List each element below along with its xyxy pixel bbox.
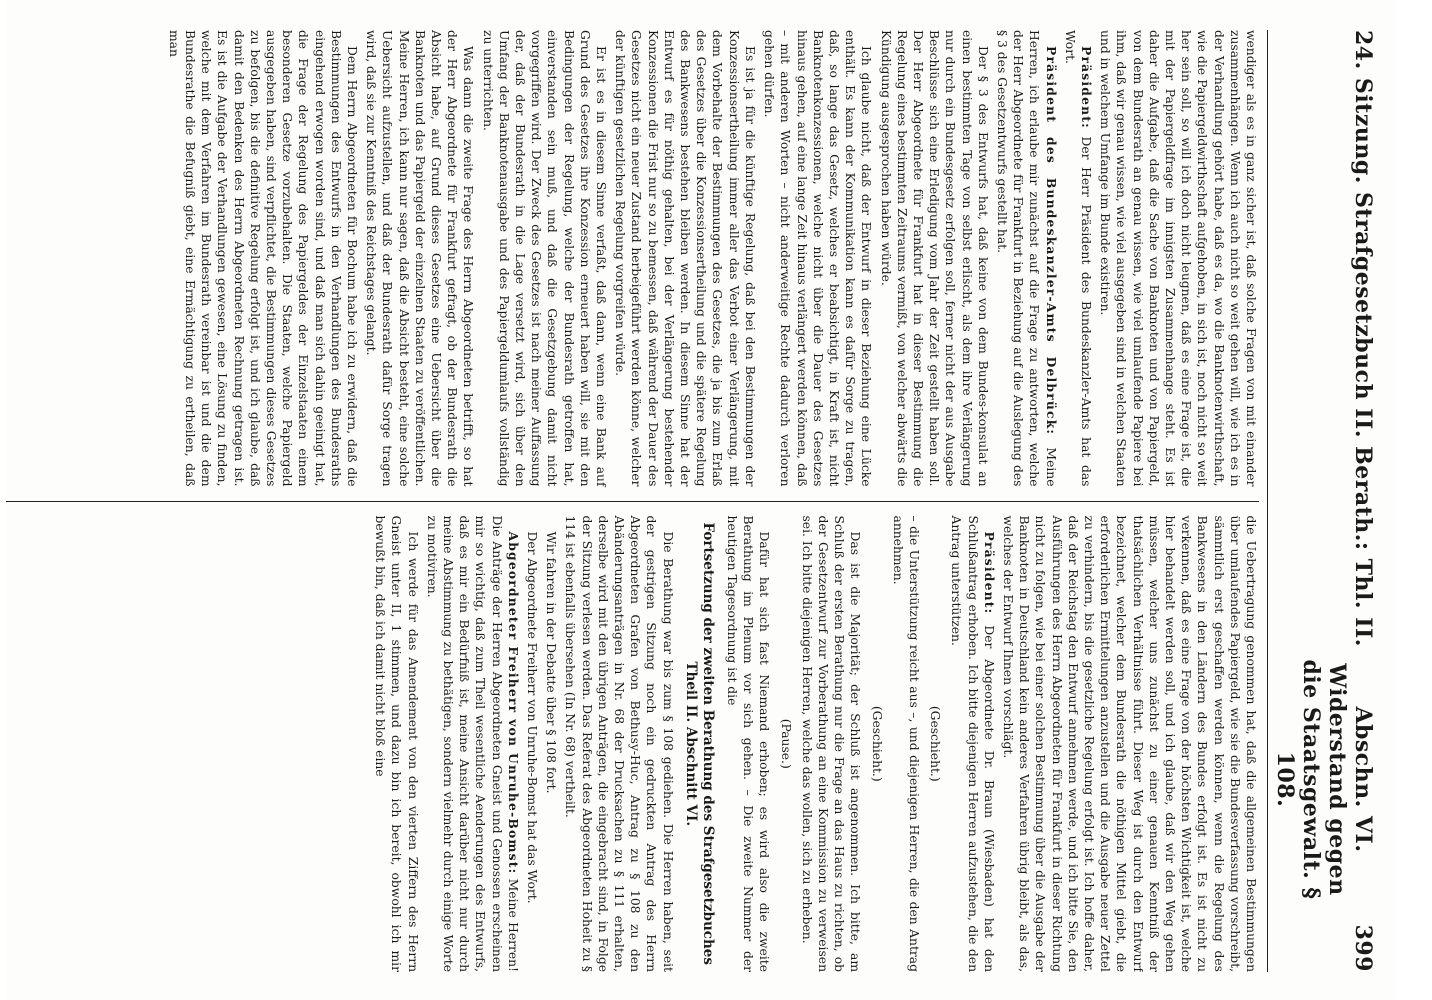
paragraph: wendiger als es in ganz sicher ist, daß solche Fragen von mit einander zusammenhängen. Wenn ich auch nicht so weit gehen will, wie ich es in der Verhandlung gehört habe, daß es da, wo die Banknotenwirthschaft, wie die Papiergeldwirthschaft aufgehoben, in sich ist, noch nicht so weit her sein soll, so will ich doch nicht leugnen, daß es eine Frage ist, die mit der Papiergeldfrage im innigsten Zusammenhange steht. Es ist daher die Aufgabe, daß die Sache von Banknoten und von Papiergeld, von dem Bundesrath an genau wissen, wie viel umlaufende Papiere bei ihm, daß wir genau wissen, wie viel ausgegeben sind in welchen Staaten und in welchem Umfange im Bunde existiren.	[1098, 30, 1258, 487]
paragraph: Die Berathung war bis zum § 108 gediehen. Die Herren haben, seit der gestrigen Sitzung noch ein gedruckten Antrag des Herrn Abgeordneten Grafen von Bethusy-Huc, Antrag zu § 108 zu den Abänderungsanträgen in Nr. 68 der Drucksachen zu § 111 erhalten, derselbe wird mit den übrigen Anträgen, die eingebracht sind, in Folge der Sitzung verlesen werden. Das Referat des Abgeordneten Hoheit zu § 114 ist ebenfalls übersehen (In Nr. 68) vertheilt.	[563, 515, 675, 972]
section-heading: Fortsetzung der zweiten Berathung des Strafgesetzbuches Theil II. Abschnitt VI.	[682, 522, 716, 965]
scanned-page	[6, 0, 1396, 1000]
left-column	[6, 30, 1259, 501]
speech-text: Der Abgeordnete Dr. Braun (Wiesbaden) hat den Schlußantrag erhoben. Ich bitte diejenigen Herren aufzustehen, die den Antrag unterstützen.	[949, 515, 996, 972]
stage-direction: (Geschieht.)	[869, 705, 884, 782]
speech-text: Meine Herren, ich erlaube mir zunächst auf die Frage zu antworten, welche der Herr Abgeordnete für Frankfurt in Beziehung auf die Auslegung des § 3 des Gesetzentwurfs gestellt hat.	[994, 30, 1058, 487]
paragraph: Ich glaube nicht, daß der Entwurf in dieser Beziehung eine Lücke enthält. Es kann der Kommunikation kann es dafür Sorge zu tragen, daß, so lange das Gesetz, welches er beabsichtigt, in Kraft ist, nicht Banknotenkonzessionen, welche nicht über die Dauer des Gesetzes hinaus gehen, auf eine lange Zeit hinaus verlängert werden können, daß – mit anderen Worten – nicht anderweitige Rechte dadurch verloren gehen dürfen.	[762, 30, 874, 487]
paragraph: – die Unterstützung reicht aus –, und diejenigen Herren, die den Antrag annehmen.	[890, 515, 921, 972]
speaker-name: Abgeordneter Freiherr von Unruhe-Bomst:	[505, 531, 521, 875]
speaker-name: Präsident:	[981, 531, 997, 615]
stage-direction: (Pause.)	[778, 718, 793, 769]
speaker-paragraph	[1062, 30, 1094, 487]
speaker-paragraph	[948, 516, 997, 973]
stage-direction: (Geschieht.)	[928, 705, 943, 782]
speaker-paragraph	[994, 30, 1059, 487]
header-session: 24. Sitzung. Strafgesetzbuch II. Berath.: Thl. II.	[1350, 30, 1376, 647]
paragraph: Dafür hat sich fast Niemand erhoben; es wird also die zweite Berathung im Plenum vor sich gehen. – Die zweite Nummer der heutigen Tagesordnung ist die	[724, 515, 772, 972]
paragraph: Der Abgeordnete Freiherr von Unruhe-Bomst hat das Wort.	[525, 531, 540, 904]
paragraph: die Uebertragung genommen hat, daß die allgemeinen Bestimmungen über umlaufendes Papiergeld, wie sie die Bundesverfassung vorschreibt, sämmtlich erst geschaffen werden können, wenn die Regelung des Bankwesens in den Ländern des Bundes erfolgt ist. Es ist nicht zu verkennen, daß es eine Frage von der höchsten Wichtigkeit ist, welche hier behandelt werden soll, und ich glaube, daß wir den Weg gehen müssen, welcher uns zunächst zu einer genauen Kenntniß der thatsächlichen Verhältnisse führt. Dieser Weg ist durch den Entwurf bezeichnet, welcher dem Bundesrath die nöthigen Mittel giebt, die erforderlichen Ermittelungen anzustellen und die Ausgabe neuer Zettel zu verhindern, bis die gesetzliche Regelung erfolgt ist. Ich hoffe daher, daß der Reichstag den Entwurf annehmen werde, und ich bitte Sie, den Ausführungen des Herrn Abgeordneten für Frankfurt in dieser Richtung nicht zu folgen, wie bei einer solchen Bestimmung über die Ausgabe der Banknoten in Deutschland kein anderes Verfahren übrig bleibt, als das, welches der Entwurf Ihnen vorschlägt.	[1000, 515, 1258, 972]
paragraph: Dem Herrn Abgeordneten für Bochum habe ich zu erwidern, daß die Bestimmungen des Entwurfs in den Verhandlungen des Bundesraths eingehend erwogen worden sind, und daß man sich dahin geeinigt hat, die Frage der Regelung des Papiergeldes der Einzelstaaten einem besonderen Gesetze vorzubehalten. Die Staaten, welche Papiergeld ausgegeben haben, sind verpflichtet, die Bestimmungen dieses Gesetzes zu befolgen, bis die definitive Regelung erfolgt ist, und ich glaube, daß damit den Bedenken des Herrn Abgeordneten Rechnung getragen ist. Es ist die Aufgabe der Verhandlungen gewesen, eine Lösung zu finden, welche mit dem Verfahren im Bundesrath vereinbar ist und die dem Bundesrathe die Befugniß giebt, eine Ermächtigung zu ertheilen, daß man	[166, 30, 360, 487]
paragraph: Das ist die Majorität; der Schluß ist angenommen. Ich bitte, am Schluß der ersten Berathung nur die Frage an das Haus zu richten, ob der Gesetzentwurf zur Vorberathung an eine Kommission zu verweisen sei. Ich bitte diejenigen Herren, welche das wollen, sich zu erheben.	[799, 515, 863, 972]
page-number: 399	[1350, 924, 1376, 972]
speech-text: Meine Herren! Die Anträge der Herren Abgeordneten Gneist und Genossen erscheinen mir so wichtig, daß zum Theil wesentliche Aenderungen des Entwurfs, daß es mir ein Bedürfniß ist, meine Ansicht darüber nicht nur durch meine Abstimmung zu bethätigen, sondern vielmehr durch einige Worte zu motiviren.	[424, 515, 520, 972]
speaker-name: Präsident des Bundeskanzler-Amts Delbrück:	[1043, 46, 1059, 436]
speech-text: Der Herr Präsident des Bundeskanzler-Amts hat das Wort.	[1062, 30, 1093, 487]
page-header	[1267, 30, 1376, 972]
paragraph: Der § 3 des Entwurfs hat, daß keine von dem Bundes-konsulat an einen bestimmten Tage von selbst erlischt, als dem ihre Verlängerung nur durch ein Bundesgesetz erfolgen soll, ferner nicht der aus Ausgabe Beschlüsse sich eine Erledigung vom Jahr der Zeit gestellt haben soll. Der Herr Abgeordnete für Frankfurt hat in dieser Bestimmung die Regelung eines bestimmten Zeitraums vermißt, von welcher abwärts die Kündigung ausgesprochen haben würde.	[878, 30, 990, 487]
text-columns	[6, 30, 1259, 972]
paragraph: Wir fahren in der Debatte über § 108 fort.	[544, 531, 559, 794]
paragraph: Er ist es in diesem Sinne verfaßt, daß dann, wenn eine Bank auf Grund des Gesetzes ihre Konzession erneuert haben will, sie mit den Bedingungen der Regelung, welche der Bundesrath getroffen hat, einverstanden sein muß, und daß die Gesetzgebung damit nicht vorgegriffen wird. Der Zweck des Gesetzes ist nach meiner Auffassung der, daß der Bundesrath in die Lage versetzt wird, sich über den Umfang der Banknotenausgabe und des Papiergeldumlaufs vollständig zu unterrichten.	[480, 30, 609, 487]
paragraph: Was dann die zweite Frage des Herrn Abgeordneten betrifft, so hat der Herr Abgeordnete für Frankfurt gefragt, ob der Bundesrath die Absicht habe, auf Grund dieses Gesetzes eine Uebersicht über die Banknoten und das Papiergeld der einzelnen Staaten zu veröffentlichen. Meine Herren, ich kann nur sagen, daß die Absicht besteht, eine solche Uebersicht aufzustellen, und daß der Bundesrath dafür Sorge tragen wird, daß sie zur Kenntniß des Reichstages gelangt.	[364, 30, 476, 487]
speaker-name: Präsident:	[1078, 46, 1094, 129]
paragraph: Ich werde für das Amendement von den vierten Ziffern des Herrn Gneist unter II, 1 stimmen, und dazu bin ich bereit, obwohl ich mir bewußt bin, daß ich damit nicht bloß eine	[373, 515, 420, 972]
right-column	[6, 501, 1259, 973]
paragraph: Es ist ja für die künftige Regelung, daß bei den Bestimmungen der Konzessionsertheilung immer aller das Verbot einer Verlängerung, mit dem Vorbehalte der Bestimmungen des Gesetzes, die ja bis zum Erlaß des Gesetzes über die Konzessionsertheilung und die spätere Regelung des Bankwesens bestehen bleiben werden. In diesem Sinne hat der Entwurf es für nöthig gehalten, bei der Verlängerung bestehender Konzessionen die Frist nur so zu bemessen, daß während der Dauer des Gesetzes nicht ein neuer Zustand herbeigeführt werden könne, welcher der künftigen gesetzlichen Regelung vorgreifen würde.	[613, 30, 757, 487]
header-section: Abschn. VI. Widerstand gegen die Staatsgewalt. § 108.	[1272, 659, 1376, 900]
speaker-paragraph	[424, 516, 521, 973]
